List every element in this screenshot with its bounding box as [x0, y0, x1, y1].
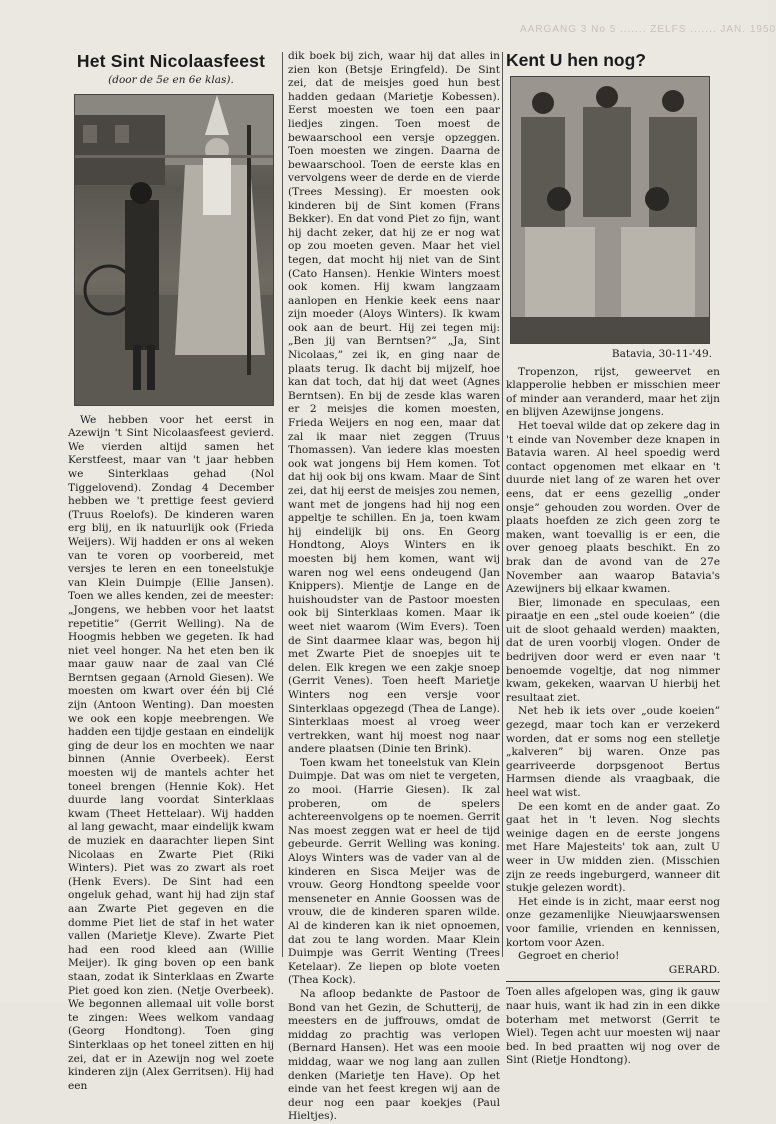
article-byline: (door de 5e en 6e klas). — [108, 74, 234, 86]
article-paragraph: Het toeval wilde dat op zekere dag in 't einde van November deze knapen in Batavia waren. Al heel spoedig werd contact opgenomen met elkaar en 't duurde niet lang of ze waren het over eens, dat er eens gezellig „onder onsje” gehouden zou worden. Over de plaats hoefden ze zich geen zorg te maken, want toevallig is er een, die over genoeg plaats beschikt. En zo brak dan de avond van de 27e November aan waarop Batavia's Azewijners bij elkaar kwamen. — [506, 419, 720, 596]
photo-date: Batavia, 30-11-'49. — [611, 348, 712, 360]
signature: GERARD. — [668, 963, 720, 976]
article-paragraph: Gegroet en cherio! — [518, 950, 620, 963]
column-2 — [288, 50, 500, 1124]
photo-sinterklaas-illustration — [75, 95, 273, 405]
section-divider — [506, 981, 720, 982]
article-title: Kent U hen nog? — [506, 50, 646, 70]
article-paragraph: De een komt en de ander gaat. Zo gaat het in 't leven. Nog slechts weinige dagen en de eerste jongens met Hare Majesteits' tok aan, zult U weer in Uw midden zien. (Misschien zijn ze reeds ingeburgerd, wanneer dit stukje gelezen wordt). — [506, 800, 720, 895]
article-paragraph: Toen alles afgelopen was, ging ik gauw naar huis, want ik had zin in een dikke boterham met metworst (Gerrit te Wiel). Tegen acht uur moesten wij naar bed. In bed praatten wij nog over de Sint (Rietje Hondtong). — [506, 986, 720, 1067]
photo-group-soldiers — [510, 76, 710, 344]
photo-group-illustration — [511, 77, 709, 343]
photo-sinterklaas — [74, 94, 274, 406]
column-divider — [502, 52, 503, 957]
article-paragraph: Het einde is in zicht, maar eerst nog onze gezamenlijke Nieuwjaarswensen voor familie, vrienden en kennissen, kortom voor Azen. — [506, 895, 720, 949]
article-paragraph: Na afloop bedankte de Pastoor de Bond van het Gezin, de Schutterij, de meesters en de juffrouws, omdat de middag zo prachtig was verlopen (Bernard Hansen). Het was een mooie middag, waar we nog lang aan zullen denken (Marietje ten Have). Op het einde van het feest kregen wij aan de deur nog een paar koekjes (Paul Hieltjes). — [288, 987, 500, 1123]
article-paragraph: Tropenzon, rijst, geweervet en klapperolie hebben er misschien meer of minder aan veranderd, maar het zijn en blijven Azewijnse jongens. — [506, 365, 720, 419]
article-title: Het Sint Nicolaasfeest — [76, 51, 266, 71]
article-paragraph: dik boek bij zich, waar hij dat alles in zien kon (Betsje Eringfeld). De Sint zei, dat de meisjes goed hun best hadden gedaan (Marietje Kobessen). Eerst moesten we toen een paar liedjes zingen. Toen moest de bewaarschool een versje opzeggen. Toen moesten we zingen. Daarna de bewaarschool. Toen de eerste klas en vervolgens weer de derde en de vierde (Trees Messing). Er moesten ook kinderen bij de Sint komen (Frans Bekker). En dat vond Piet zo fijn, want hij dacht zeker, dat hij ze er nog wat op zou moeten geven. Maar het viel tegen, dat mocht hij niet van de Sint (Cato Hansen). Henkie Winters moest ook komen. Hij kwam langzaam aanlopen en Henkie keek eens naar zijn moeder (Aloys Winters). Ik kwam ook aan de beurt. Hij zei tegen mij: „Ben jij van Berntsen?” „Ja, Sint Nicolaas,” zei ik, en ging naar de plaats terug. Ik dacht bij mijzelf, hoe kan dat toch, dat hij dat weet (Agnes Berntsen). En bij de zesde klas waren er 2 meisjes die komen moesten, Frieda Weijers en nog een, maar dat zal ik maar niet zeggen (Truus Thomassen). Van iedere klas moesten ook wat jongens bij Hem komen. Tot dat hij ook bij ons kwam. Maar de Sint zei, dat hij eerst de meisjes zou nemen, want met de jongens had hij nog een appeltje te schillen. En ja, toen kwam hij eindelijk bij ons. En Georg Hondtong, Aloys Winters en ik moesten bij hem komen, want wij waren nog wel eens ondeugend (Jan Knippers). Mientje de Lange en de huishoudster van de Pastoor moesten ook bij Sinterklaas komen. Maar ik weet niet waarom (Wim Evers). Toen de Sint daarmee klaar was, begon hij met Zwarte Piet de snoepjes uit te delen. Elk kregen we een zakje snoep (Gerrit Venes). Toen heeft Marietje Winters nog een versje voor Sinterklaas opgezegd (Thea de Lange). Sinterklaas moest al vroeg weer vertrekken, want hij moest nog naar andere plaatsen (Dinie ten Brink). — [288, 50, 500, 756]
column-3 — [506, 50, 720, 1068]
article-paragraph: Bier, limonade en speculaas, een piraatje en een „stel oude koeien” (die uit de sloot gehaald werden) maakten, dat de uren voorbij vlogen. Onder de bedrijven door werd er even naar 't benoemde vogeltje, dat nog nimmer kwam, gekeken, waarvan U hierbij het resultaat ziet. — [506, 596, 720, 704]
article-paragraph: Toen kwam het toneelstuk van Klein Duimpje. Dat was om niet te vergeten, zo mooi. (Harrie Giesen). Ik zal proberen, om de spelers achtereenvolgens op te noemen. Gerrit Nas moest zeggen wat er heel de tijd gebeurde. Gerrit Welling was koning. Aloys Winters was de vader van al de kinderen en Sisca Meijer was de vrouw. Georg Hondtong speelde voor menseneter en Annie Goossen was de vrouw, die de kinderen sparen wilde. Al de kinderen kan ik niet opnoemen, dat zou te lang worden. Maar Klein Duimpje was Gerrit Wenting (Trees Ketelaar). Ze liepen op blote voeten (Thea Kock). — [288, 756, 500, 987]
column-1 — [68, 50, 274, 1093]
article-paragraph: Net heb ik iets over „oude koeien” gezegd, maar toch kan er verzekerd worden, dat er soms nog een stelletje „kalveren” bij waren. Onze pas gearriveerde dorpsgenoot Bertus Harmsen diende als vraagbaak, die heel wat wist. — [506, 705, 720, 799]
article-paragraph: We hebben voor het eerst in Azewijn 't Sint Nicolaasfeest gevierd. We vierden altijd samen het Kerstfeest, maar van 't jaar hebben we Sinterklaas gehad (Nol Tiggelovend). Zondag 4 December hebben we 't prettige feest gevierd (Truus Roelofs). De kinderen waren erg blij, en ik natuurlijk ook (Frieda Weijers). Wij hadden er ons al weken van te voren op voorbereid, met versjes te leren en een toneelstukje van Klein Duimpje (Ellie Jansen). Toen we alles kenden, zei de meester: „Jongens, we hebben voor het laatst repetitie” (Gerrit Welling). Na de Hoogmis hebben we gegeten. Ik had niet veel honger. Na het eten ben ik maar gauw naar de zaal van Clé Berntsen gegaan (Arnold Giesen). We moesten om kwart over één bij Clé zijn (Antoon Wenting). Dan moesten we ook een kopje meebrengen. We hadden een tijdje gestaan en eindelijk ging de deur los en mochten we naar binnen (Annie Overbeek). Eerst moesten wij de mantels achter het toneel brengen (Hennie Kok). Het duurde lang voordat Sinterklaas kwam (Theet Hettelaar). Wij hadden al lang gewacht, maar eindelijk kwam de muziek en daarachter liepen Sint Nicolaas en Zwarte Piet (Riki Winters). Piet was zo zwart als roet (Henk Evers). De Sint had een ongeluk gehad, want hij had zijn staf aan Zwarte Piet gegeven en die domme Piet liet de staf in het water vallen (Marietje Kleve). Zwarte Piet had een rood kleed aan (Willie Meijer). Ik ging boven op een bank staan, zodat ik Sinterklaas en Zwarte Piet goed kon zien. (Netje Overbeek). We begonnen allemaal uit volle borst te zingen: Wees welkom vandaag (Georg Hondtong). Toen ging Sinterklaas op het toneel zitten en hij zei, dat er in Azewijn nog wel zoete kinderen zijn (Alex Gerritsen). Hij had een — [68, 413, 274, 1092]
column-divider — [282, 52, 283, 957]
faded-header: AARGANG 3 No 5 ....... ZELFS ....... JAN. 1950 — [520, 24, 776, 35]
